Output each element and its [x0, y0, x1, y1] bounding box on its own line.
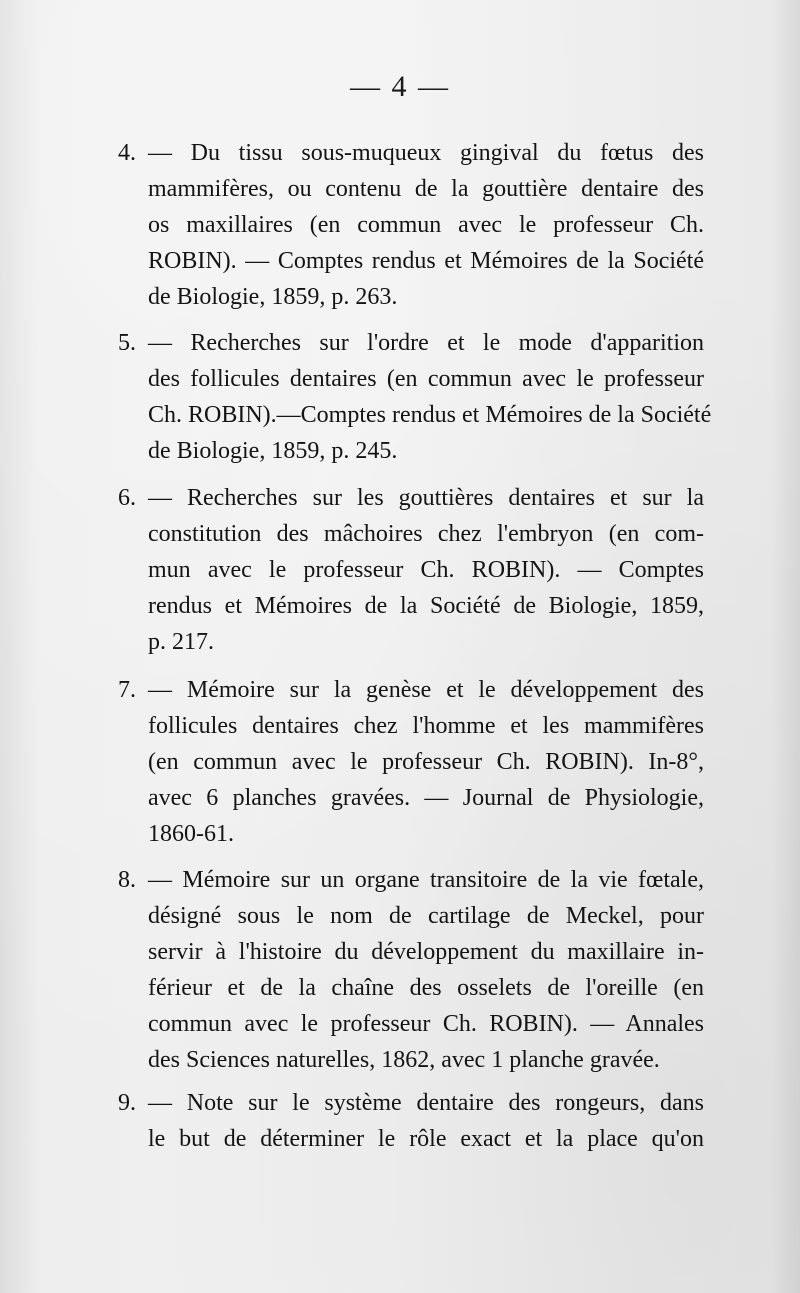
- entry-text: — Note sur le système dentaire des rongeurs, dans: [148, 1090, 704, 1116]
- entry-line: constitution des mâchoires chez l'embryon (en com-: [148, 521, 704, 547]
- entry-line: désigné sous le nom de cartilage de Meckel, pour: [148, 903, 704, 929]
- entry-line: de Biologie, 1859, p. 263.: [148, 284, 398, 310]
- entry-line: commun avec le professeur Ch. ROBIN). — Annales: [148, 1011, 704, 1037]
- entry-number: 4.: [118, 140, 136, 166]
- entry-text: — Du tissu sous-muqueux gingival du fœtus des: [148, 140, 704, 166]
- entry-line: 1860-61.: [148, 821, 234, 847]
- entry-number: 7.: [118, 677, 136, 703]
- entry-line: [118, 480, 704, 516]
- entry-text: — Mémoire sur la genèse et le développement des: [148, 677, 704, 703]
- bibliography-entry-8: [118, 862, 704, 1078]
- entry-line: [118, 862, 704, 898]
- entry-line: ROBIN). — Comptes rendus et Mémoires de la Société: [148, 248, 704, 274]
- entry-line: servir à l'histoire du développement du maxillaire in-: [148, 939, 704, 965]
- entry-line: avec 6 planches gravées. — Journal de Physiologie,: [148, 785, 704, 811]
- bibliography-entry-6: [118, 480, 704, 660]
- entry-line: [118, 672, 704, 708]
- entry-text: — Recherches sur l'ordre et le mode d'apparition: [148, 330, 704, 356]
- entry-line: rendus et Mémoires de la Société de Biologie, 1859,: [148, 593, 704, 619]
- bibliography-entry-9: [118, 1085, 704, 1157]
- entry-line: férieur et de la chaîne des osselets de l'oreille (en: [148, 975, 704, 1001]
- page-number: — 4 —: [350, 70, 450, 103]
- entry-line: mammifères, ou contenu de la gouttière dentaire des: [148, 176, 704, 202]
- bibliography-entry-7: [118, 672, 704, 852]
- entry-number: 6.: [118, 485, 136, 511]
- entry-number: 8.: [118, 867, 136, 893]
- entry-line: [118, 1085, 704, 1121]
- bibliography-entry-5: [118, 325, 712, 469]
- entry-line: follicules dentaires chez l'homme et les mammifères: [148, 713, 704, 739]
- entry-text: — Recherches sur les gouttières dentaires et sur la: [148, 485, 704, 511]
- entry-text: — Mémoire sur un organe transitoire de la vie fœtale,: [148, 867, 704, 893]
- entry-line: [118, 325, 704, 361]
- entry-line: de Biologie, 1859, p. 245.: [148, 438, 398, 464]
- entry-line: des follicules dentaires (en commun avec le professeur: [148, 366, 704, 392]
- entry-line: (en commun avec le professeur Ch. ROBIN). In-8°,: [148, 749, 704, 775]
- bibliography-entry-4: [118, 135, 704, 315]
- entry-line: Ch. ROBIN).—Comptes rendus et Mémoires de la Société: [148, 402, 712, 428]
- entry-line: [118, 135, 704, 171]
- entry-line: os maxillaires (en commun avec le professeur Ch.: [148, 212, 704, 238]
- entry-number: 5.: [118, 330, 136, 356]
- entry-line: le but de déterminer le rôle exact et la place qu'on: [148, 1126, 704, 1152]
- entry-line: des Sciences naturelles, 1862, avec 1 planche gravée.: [148, 1047, 660, 1073]
- entry-line: p. 217.: [148, 629, 214, 655]
- entry-number: 9.: [118, 1090, 136, 1116]
- entry-line: mun avec le professeur Ch. ROBIN). — Comptes: [148, 557, 704, 583]
